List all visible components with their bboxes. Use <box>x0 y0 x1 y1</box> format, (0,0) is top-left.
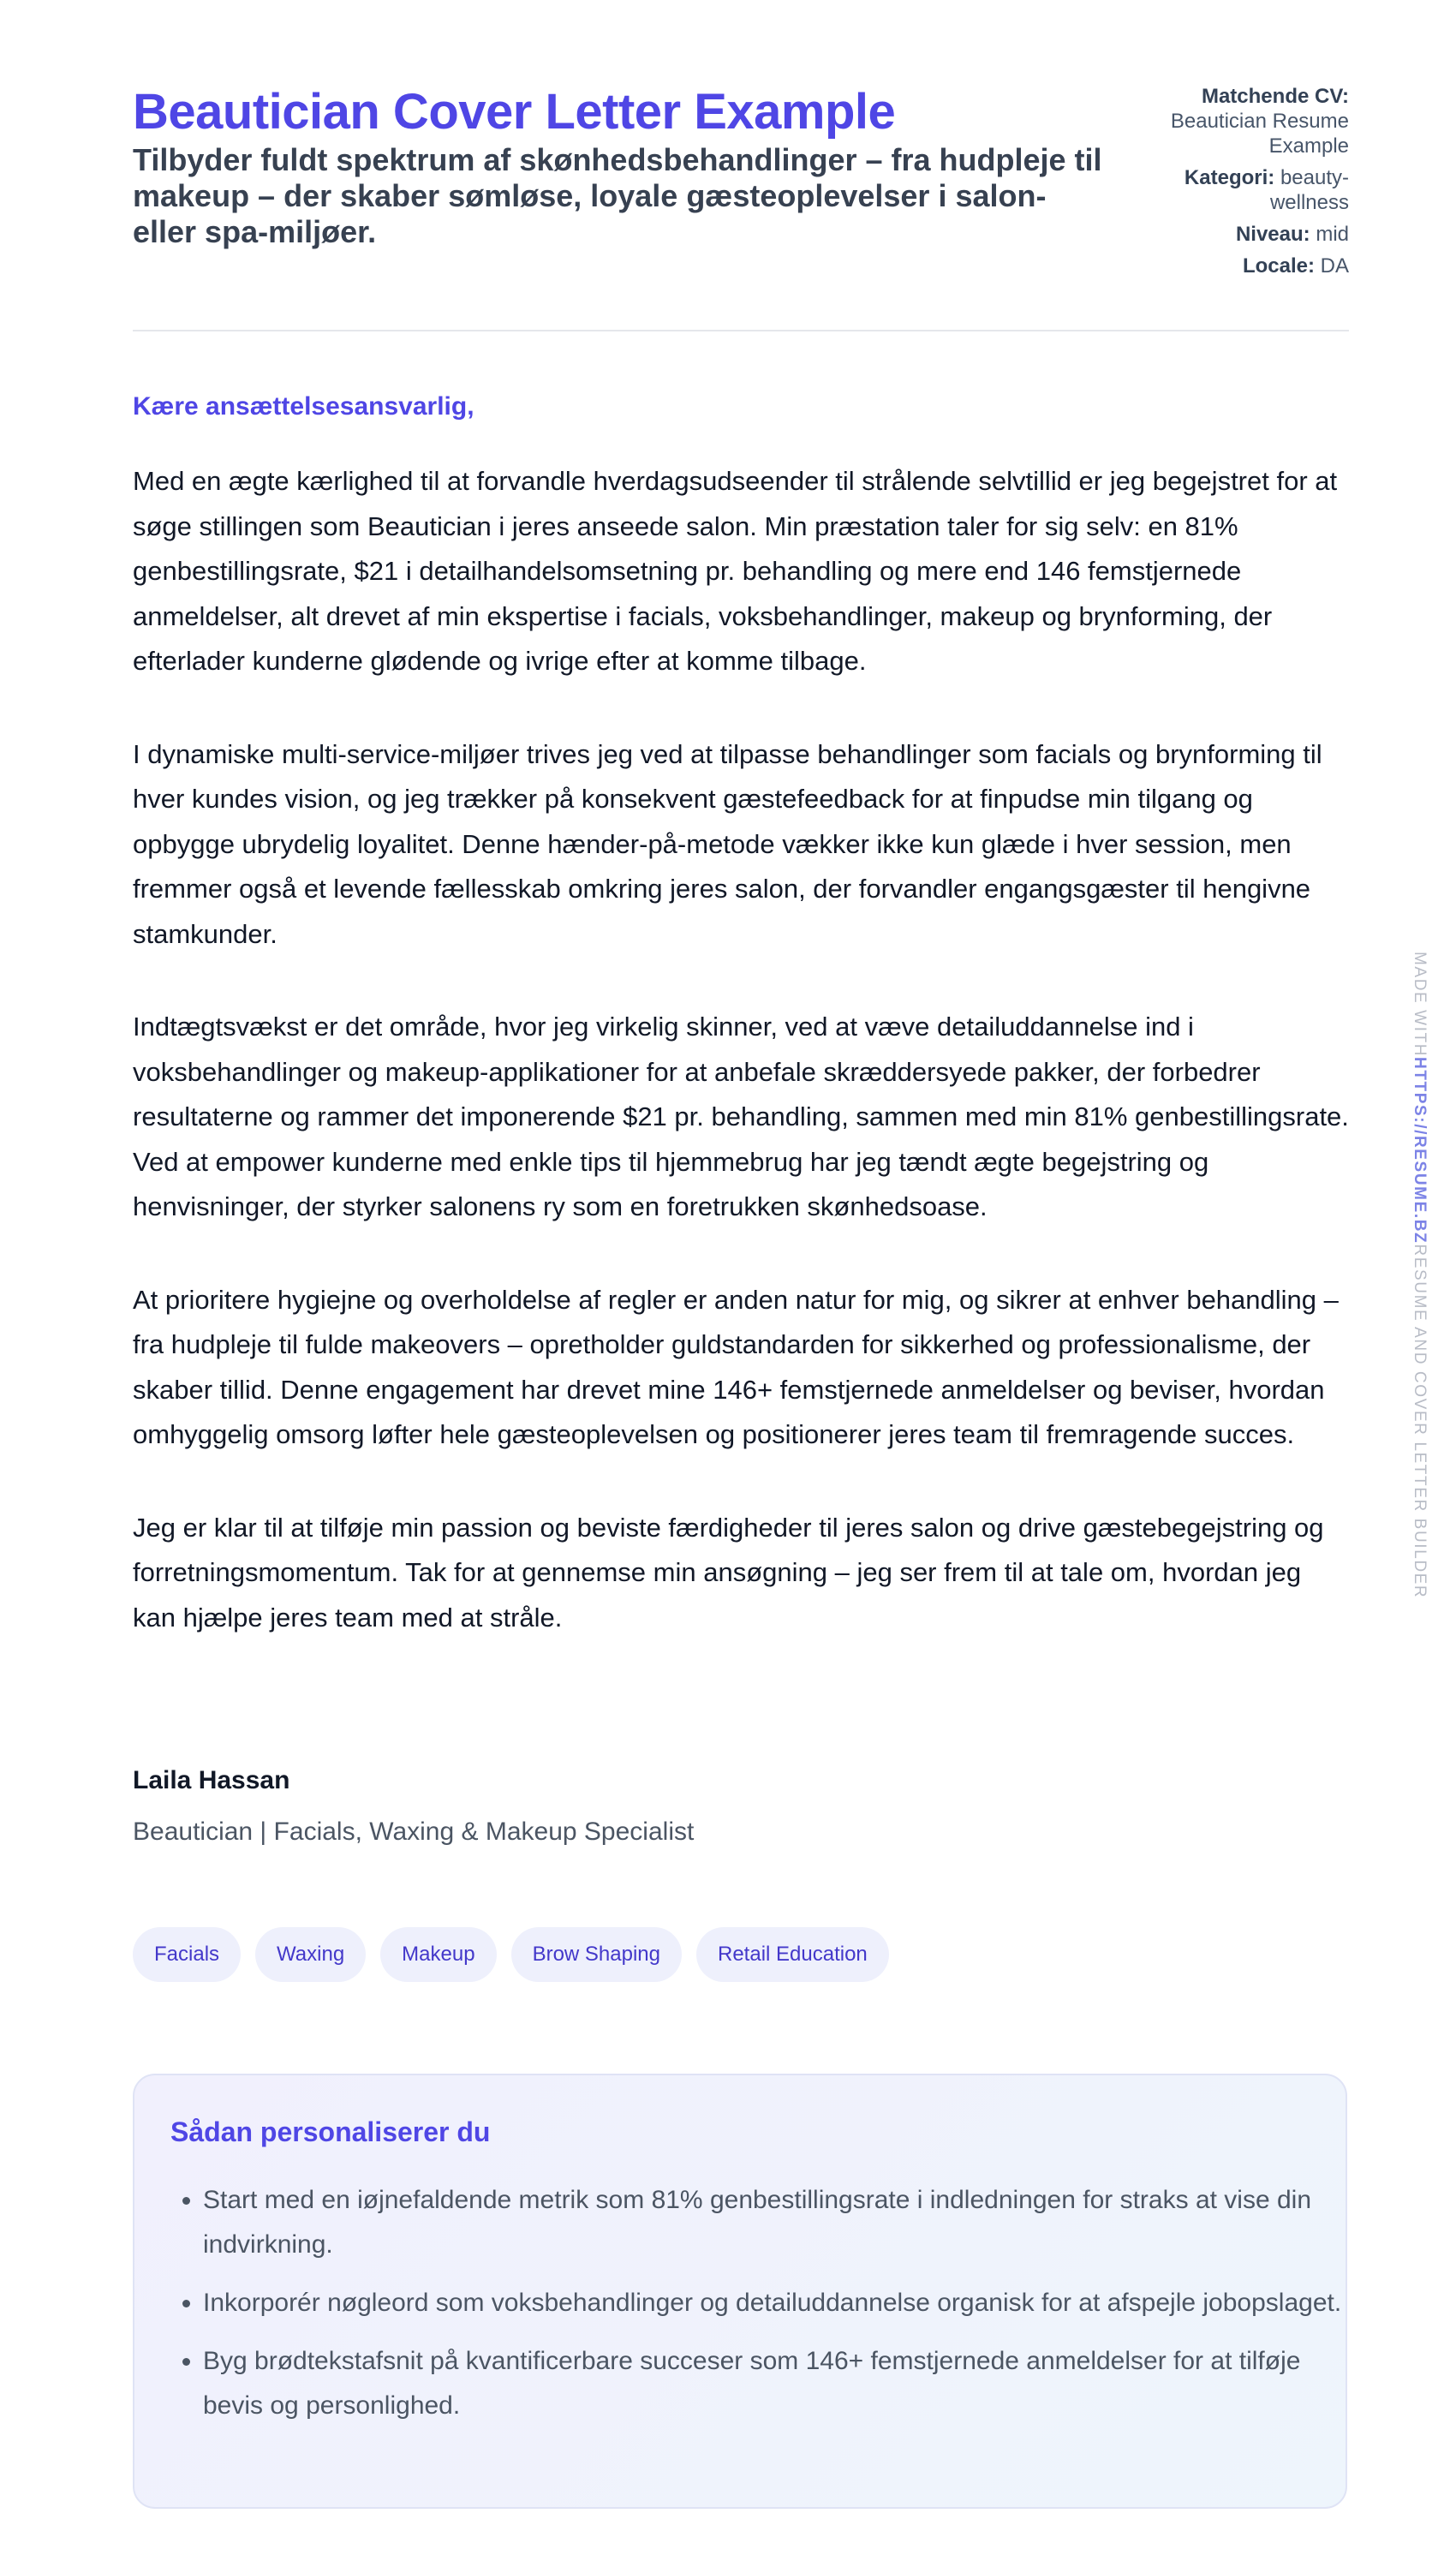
signature-name: Laila Hassan <box>133 1766 290 1794</box>
meta-level-label: Niveau: <box>1235 223 1310 246</box>
letter-greeting: Kære ansættelsesansvarlig, <box>133 392 474 421</box>
letter-paragraph: Indtægtsvækst er det område, hvor jeg virkelig skinner, ved at væve detailuddannelse ind i voksbehandlinger og makeup-applikationer for at anbefale skræddersyede pakker, der forbedrer resultaterne og rammer det imponerende $21 pr. behandling, sammen med min 81% genbestillingsrate. Ved at empower kunderne med enkle tips til hjemmebrug har jeg tændt ægte begejstring og henvisninger, der styrker salonens ry som en foretrukken skønhedsoase. <box>133 1012 1349 1221</box>
meta-locale-value: DA <box>1320 254 1349 278</box>
skill-tag: Retail Education <box>696 1927 889 1982</box>
meta-level <box>1143 222 1349 247</box>
tip-item: • Start med en iøjnefaldende metrik som 81% genbestillingsrate i indledningen for straks at vise din indvirkning. <box>203 2178 1342 2267</box>
watermark-suffix: RESUME AND COVER LETTER BUILDER <box>1411 1244 1429 1599</box>
tips-heading: Sådan personaliserer du <box>170 2116 491 2147</box>
watermark-link[interactable]: HTTPS://RESUME.BZ <box>1411 1057 1429 1245</box>
meta-panel <box>1143 84 1349 285</box>
meta-resume-label: Matchende CV: <box>1201 85 1349 108</box>
page-subtitle: Tilbyder fuldt spektrum af skønhedsbehandlinger – fra hudpleje til makeup – der skaber sømløse, loyale gæsteoplevelser i salon- eller spa-miljøer. <box>133 142 1102 249</box>
letter-paragraph: I dynamiske multi-service-miljøer trives jeg ved at tilpasse behandlinger som facials og brynforming til hver kundes vision, og jeg trækker på konsekvent gæstefeedback for at finpudse min tilgang og opbygge ubrydelig loyalitet. Denne hænder-på-metode vækker ikke kun glæde i hver session, men fremmer også et levende fællesskab omkring jeres salon, der forvandler engangsgæster til hengivne stamkunder. <box>133 738 1322 949</box>
meta-locale-label: Locale: <box>1242 254 1315 278</box>
personalization-tips <box>133 2074 1347 2509</box>
skill-tag: Brow Shaping <box>511 1927 682 1982</box>
skill-tag: Waxing <box>255 1927 366 1982</box>
meta-resume-value[interactable]: Beautician Resume Example <box>1170 110 1349 158</box>
header <box>133 82 1349 278</box>
letter-paragraph: Jeg er klar til at tilføje min passion og beviste færdigheder til jeres salon og drive gæstebegejstring og forretningsmomentum. Tak for at gennemse min ansøgning – jeg ser frem til at tale om, hvordan jeg kan hjælpe jeres team med at stråle. <box>133 1512 1324 1633</box>
letter-paragraph: Med en ægte kærlighed til at forvandle hverdagsudseender til strålende selvtillid er jeg begejstret for at søge stillingen som Beautician i jeres anseede salon. Min præstation taler for sig selv: en 81% genbestillingsrate, $21 i detailhandelsomsetning pr. behandling og mere end 146 femstjernede anmeldelser, alt drevet af min ekspertise i facials, voksbehandlinger, makeup og brynforming, der efterlader kunderne glødende og ivrige efter at komme tilbage. <box>133 466 1338 676</box>
letter-body <box>133 459 1349 1688</box>
tips-list <box>170 2178 1342 2442</box>
skill-tag: Facials <box>133 1927 241 1982</box>
meta-level-value: mid <box>1316 223 1349 246</box>
tip-item: • Byg brødtekstafsnit på kvantificerbare succeser som 146+ femstjernede anmeldelser for at tilføje bevis og personlighed. <box>203 2339 1342 2428</box>
watermark-prefix: MADE WITH <box>1411 952 1429 1058</box>
skill-tags <box>133 1927 889 1982</box>
divider <box>133 330 1349 331</box>
watermark <box>1410 952 1429 1598</box>
meta-resume <box>1143 84 1349 158</box>
skill-tag: Makeup <box>380 1927 496 1982</box>
letter-paragraph: At prioritere hygiejne og overholdelse af regler er anden natur for mig, og sikrer at enhver behandling – fra hudpleje til fulde makeovers – opretholder guldstandarden for sikkerhed og professionalisme, der skaber tillid. Denne engagement har drevet mine 146+ femstjernede anmeldelser og beviser, hvordan omhyggelig omsorg løfter hele gæsteoplevelsen og positionerer jeres team til fremragende succes. <box>133 1284 1339 1449</box>
meta-category-value: beauty-wellness <box>1269 166 1349 214</box>
meta-category-label: Kategori: <box>1184 166 1275 189</box>
signature-title: Beautician | Facials, Waxing & Makeup Specialist <box>133 1818 695 1846</box>
meta-category <box>1143 165 1349 215</box>
page-title: Beautician Cover Letter Example <box>133 84 896 140</box>
tip-item: • Inkorporér nøgleord som voksbehandlinger og detailuddannelse organisk for at afspejle jobopslaget. <box>203 2281 1342 2325</box>
meta-locale <box>1143 254 1349 278</box>
